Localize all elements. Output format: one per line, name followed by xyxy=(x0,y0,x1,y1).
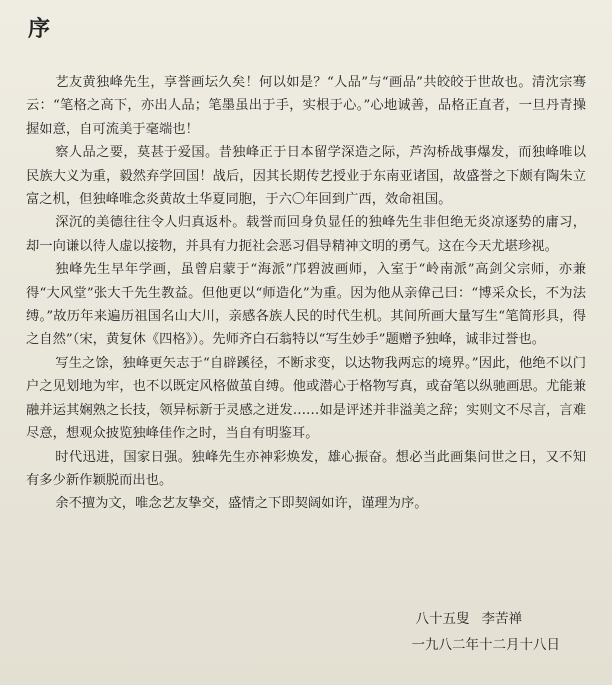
paragraph: 深沉的美德往往令人归真返朴。载誉而回身负显任的独峰先生非但绝无炎凉逐势的庸习，却一向谦以待人虚以接物，并具有力扼社会恶习倡导精神文明的勇气。这在今天尤堪珍视。 xyxy=(26,215,586,254)
page-title: 序 xyxy=(28,16,53,42)
paragraph: 艺友黄独峰先生，享誉画坛久矣！何以如是？“人品”与“画品”共皎皎于世故也。清沈宗骞云：“笔格之高下，亦出人品；笔墨虽出于手，实根于心。”心地诚善，品格正直者，一旦丹青操握如意，自可流美于毫端也！ xyxy=(26,75,586,137)
paragraph: 独峰先生早年学画，虽曾启蒙于“海派”邝碧波画师，入室于“岭南派”高剑父宗师，亦兼得“大风堂”张大千先生教益。但他更以“师造化”为重。因为他从亲偉己曰：“博采众长，不为法缚。”故历年来遍历祖国名山大川，亲感各族人民的时代生机。其间所画大量写生“笔简形具，得之自然”（宋，黄复休《四格》）。先师齐白石翁特以“写生妙手”题赠予独峰，诚非过誉也。 xyxy=(26,262,586,348)
paragraph: 写生之馀，独峰更矢志于“自辟蹊径，不断求变，以达物我两忘的境界。”因此，他绝不以门户之见划地为牢，也不以既定风格做茧自缚。他或潜心于格物写真，或奋笔以纵驰画思。尤能兼融并运其娴熟之长技，领异标新于灵感之迸发……如是评述并非溢美之辞；实则文不尽言，言难尽意，想观众披览独峰佳作之时，当自有明鉴耳。 xyxy=(26,355,586,442)
paragraph: 察人品之要，莫甚于爱国。昔独峰正于日本留学深造之际，芦沟桥战事爆发，而独峰唯以民族大义为重，毅然弃学回国！战后，因其长期传艺授业于东南亚诸国，故盛誉之下颇有陶朱立富之机，但独峰唯念炎黄故土华夏同胞，于六〇年回到广西，效命祖国。 xyxy=(26,145,586,208)
signature-block xyxy=(412,606,561,658)
paragraph: 余不擅为文，唯念艺友挚交，盛情之下即契阔如许，谨理为序。 xyxy=(55,496,428,512)
signature-date: 一九八二年十二月十八日 xyxy=(411,637,560,653)
author-age: 八十五叟 xyxy=(415,611,470,627)
author-name: 李苦禅 xyxy=(481,611,522,627)
preface-body xyxy=(26,71,586,516)
author-line xyxy=(412,606,523,632)
paragraph: 时代迅进，国家日强。独峰先生亦神彩焕发，雄心振奋。想必当此画集问世之日，又不知有多少新作颖脱而出也。 xyxy=(26,449,586,488)
